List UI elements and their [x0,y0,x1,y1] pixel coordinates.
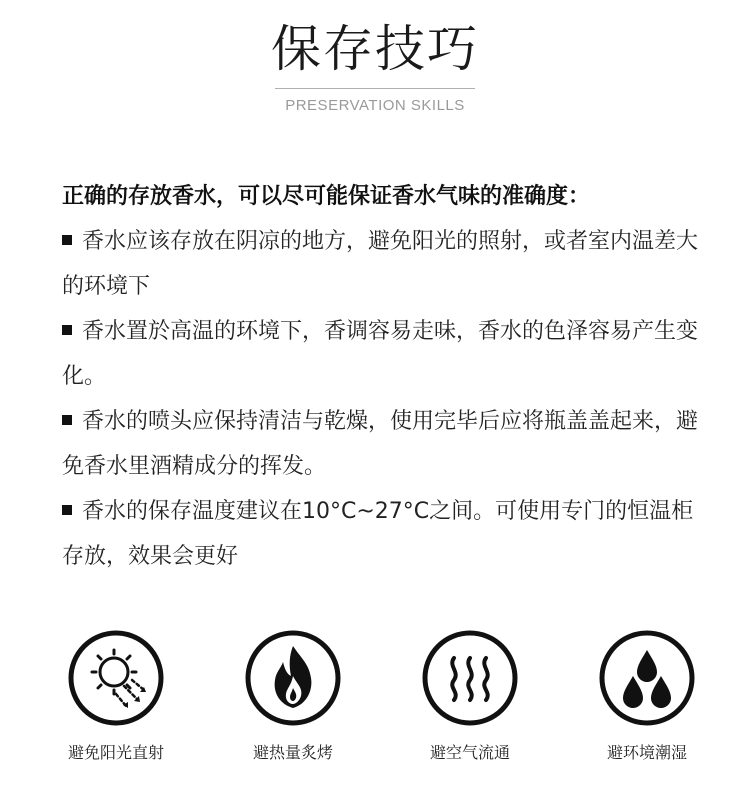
bullet-icon [62,325,72,335]
tip-item [62,309,702,399]
tip-text: 香水应该存放在阴凉的地方，避免阳光的照射，或者室内温差大的环境下 [62,229,699,299]
bullet-icon [62,505,72,515]
flame-icon [243,628,343,728]
icon-label: 避空气流通 [429,743,510,762]
page-subtitle: PRESERVATION SKILLS [285,97,465,114]
icon-item-airflow [390,628,550,764]
icon-item-droplets [567,628,727,764]
icon-row [0,628,750,788]
header [0,14,750,114]
sun-icon [66,628,166,728]
tip-text: 香水的喷头应保持清洁与乾燥，使用完毕后应将瓶盖盖起来，避免香水里酒精成分的挥发。 [62,409,699,479]
tips-intro: 正确的存放香水，可以尽可能保证香水气味的准确度： [62,184,591,209]
tips-section [62,174,702,579]
bullet-icon [62,235,72,245]
tip-item [62,489,702,579]
airflow-icon [420,628,520,728]
icon-item-flame [213,628,373,764]
icon-label: 避免阳光直射 [67,743,164,762]
tip-item [62,399,702,489]
page-title: 保存技巧 [271,20,479,78]
icon-label: 避环境潮湿 [606,743,687,762]
icon-item-sun [36,628,196,764]
tip-item [62,219,702,309]
tip-text: 香水置於高温的环境下，香调容易走味，香水的色泽容易产生变化。 [62,319,699,389]
title-divider [275,88,475,89]
tip-text: 香水的保存温度建议在10°C~27°C之间。可使用专门的恒温柜存放，效果会更好 [62,499,694,569]
bullet-icon [62,415,72,425]
icon-label: 避热量炙烤 [252,743,333,762]
droplets-icon [597,628,697,728]
